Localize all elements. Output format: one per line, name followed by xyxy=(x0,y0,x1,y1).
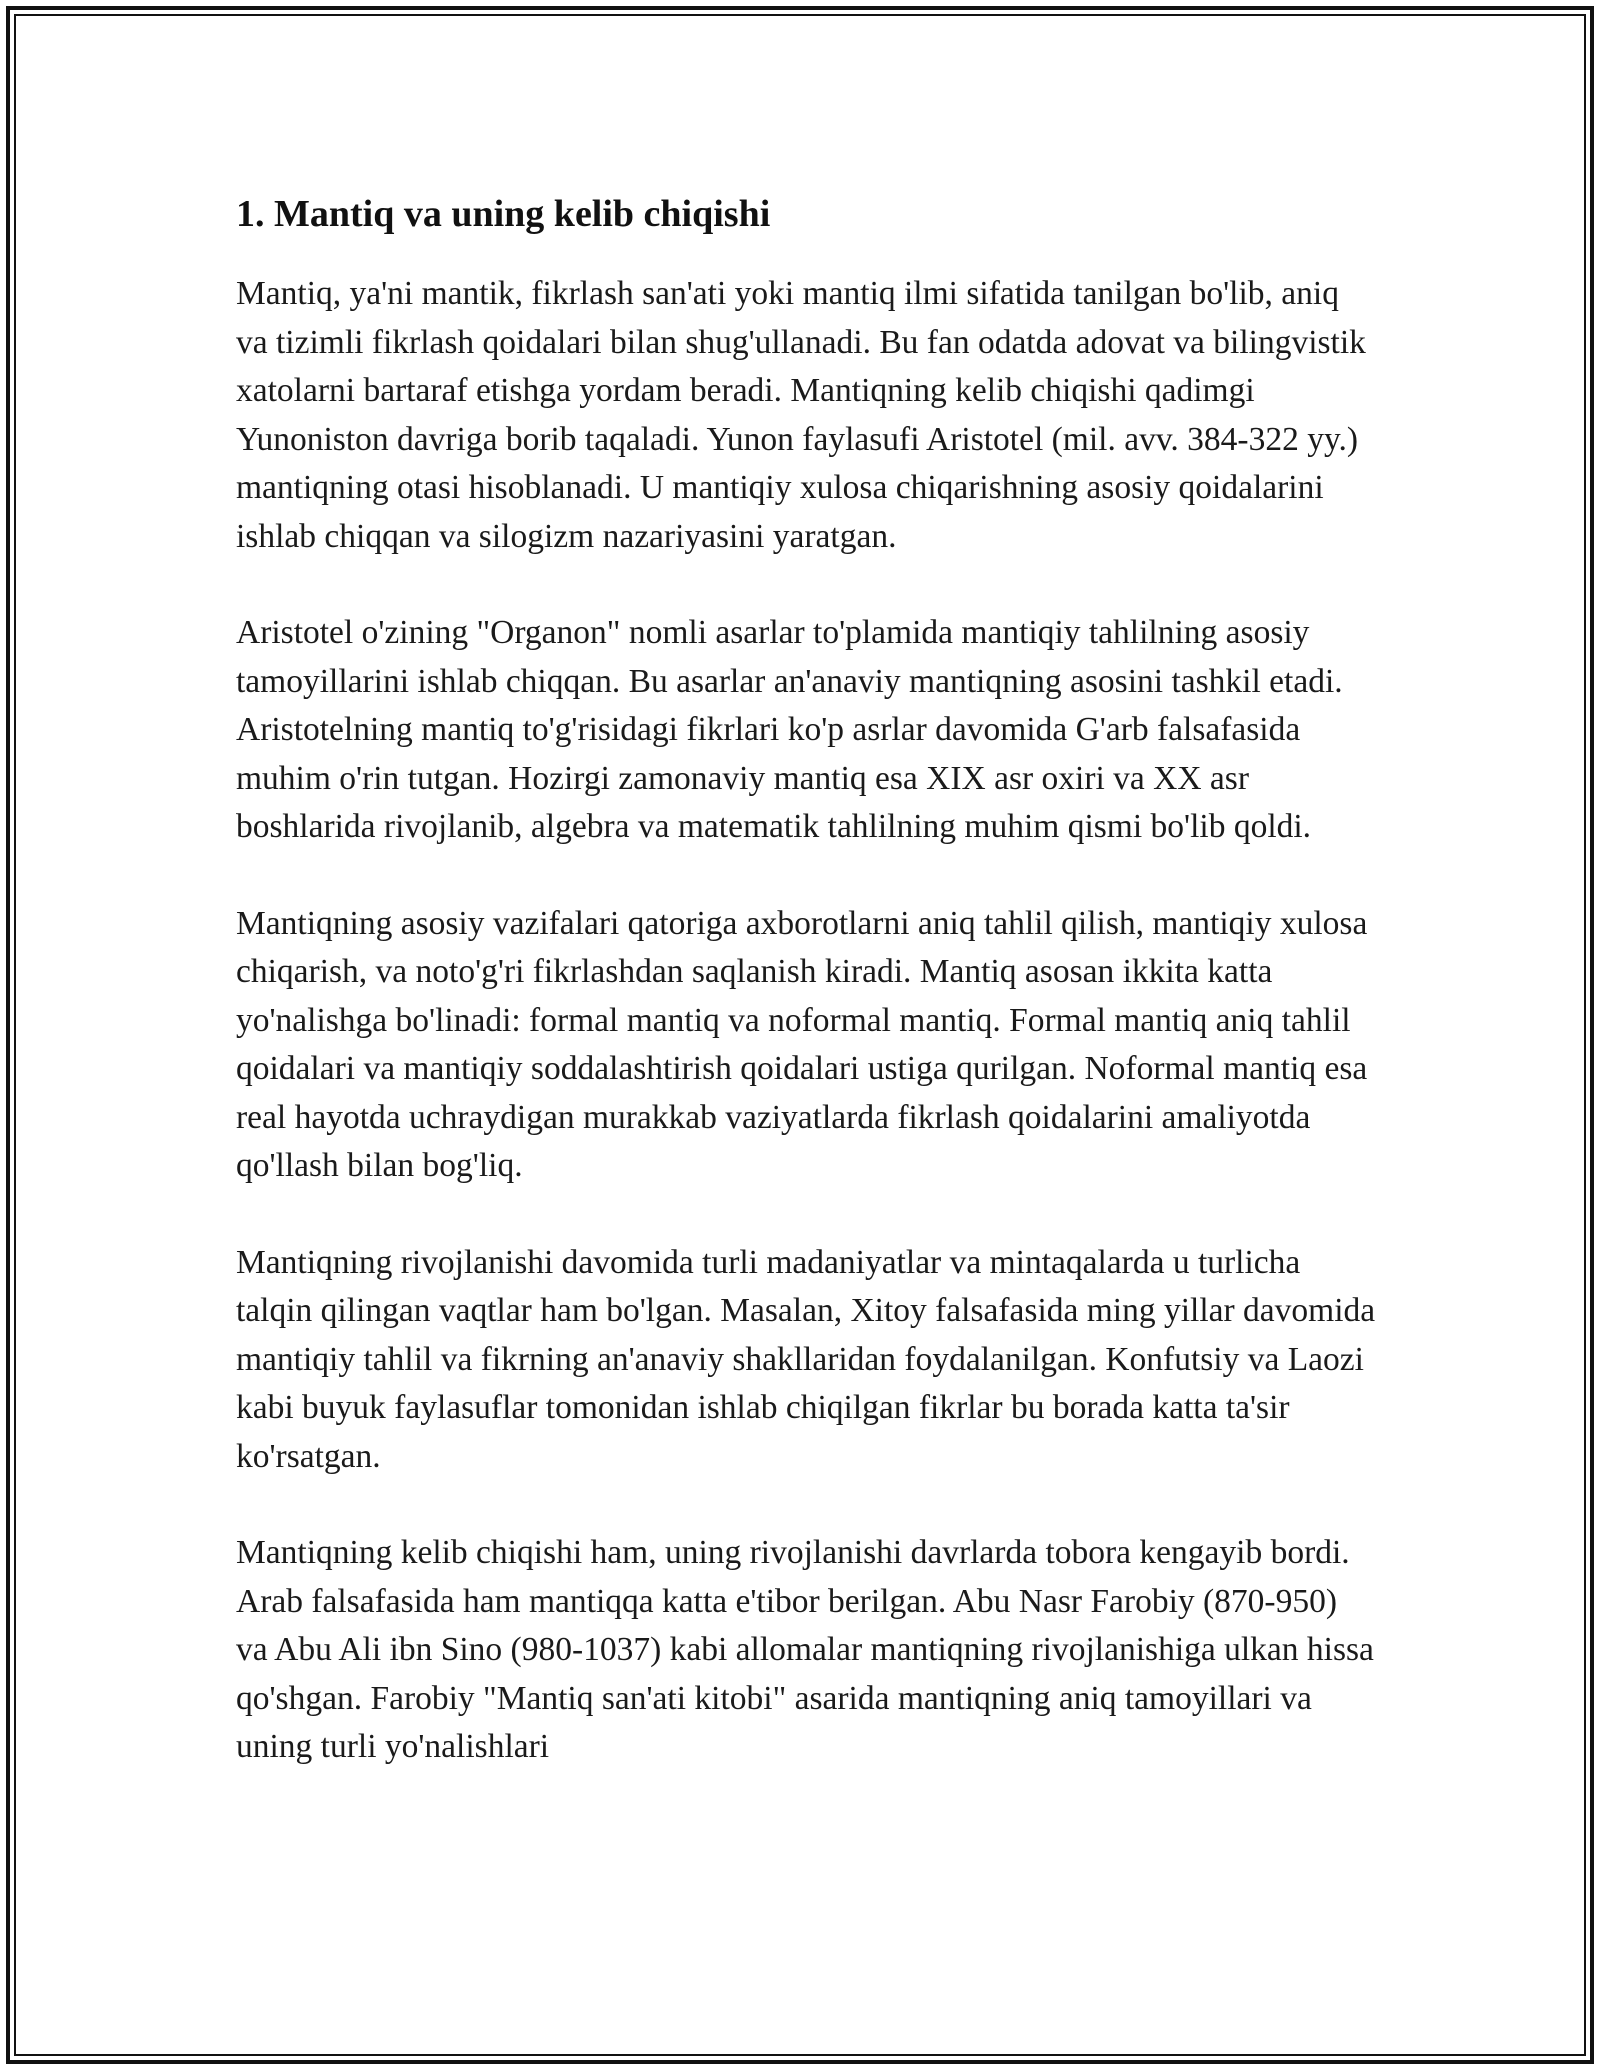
paragraph-1: Mantiq, ya'ni mantik, fikrlash san'ati yoki mantiq ilmi sifatida tanilgan bo'lib, aniq va tizimli fikrlash qoidalari bilan shug'ullanadi. Bu fan odatda adovat va bilingvistik xatolarni bartaraf etishga yordam beradi. Mantiqning kelib chiqishi qadimgi Yunoniston davriga borib taqaladi. Yunon faylasufi Aristotel (mil. avv. 384-322 yy.) mantiqning otasi hisoblanadi. U mantiqiy xulosa chiqarishning asosiy qoidalarini ishlab chiqqan va silogizm nazariyasini yaratgan. xyxy=(236,275,1366,555)
paragraph-3: Mantiqning asosiy vazifalari qatoriga axborotlarni aniq tahlil qilish, mantiqiy xulosa chiqarish, va noto'g'ri fikrlashdan saqlanish kiradi. Mantiq asosan ikkita katta yo'nalishga bo'linadi: formal mantiq va noformal mantiq. Formal mantiq aniq tahlil qoidalari va mantiqiy soddalashtirish qoidalari ustiga qurilgan. Noformal mantiq esa real hayotda uchraydigan murakkab vaziyatlarda fikrlash qoidalarini amaliyotda qo'llash bilan bog'liq. xyxy=(236,904,1368,1184)
section-heading: 1. Mantiq va uning kelib chiqishi xyxy=(236,193,771,235)
paragraph-4: Mantiqning rivojlanishi davomida turli madaniyatlar va mintaqalarda u turlicha talqin qilingan vaqtlar ham bo'lgan. Masalan, Xitoy falsafasida ming yillar davomida mantiqiy tahlil va fikrning an'anaviy shakllaridan foydalanilgan. Konfutsiy va Laozi kabi buyuk faylasuflar tomonidan ishlab chiqilgan fikrlar bu borada katta ta'sir ko'rsatgan. xyxy=(236,1243,1376,1475)
paragraph-2: Aristotel o'zining "Organon" nomli asarlar to'plamida mantiqiy tahlilning asosiy tamoyillarini ishlab chiqqan. Bu asarlar an'anaviy mantiqning asosini tashkil etadi. Aristotelning mantiq to'g'risidagi fikrlari ko'p asrlar davomida G'arb falsafasida muhim o'rin tutgan. Hozirgi zamonaviy mantiq esa XIX asr oxiri va XX asr boshlarida rivojlanib, algebra va matematik tahlilning muhim qismi bo'lib qoldi. xyxy=(236,614,1343,845)
paragraph-5: Mantiqning kelib chiqishi ham, uning rivojlanishi davrlarda tobora kengayib bordi. Arab falsafasida ham mantiqqa katta e'tibor berilgan. Abu Nasr Farobiy (870-950) va Abu Ali ibn Sino (980-1037) kabi allomalar mantiqning rivojlanishiga ulkan hissa qo'shgan. Farobiy "Mantiq san'ati kitobi" asarida mantiqning aniq tamoyillari va uning turli yo'nalishlari xyxy=(236,1534,1374,1765)
document-body xyxy=(236,186,1376,1820)
